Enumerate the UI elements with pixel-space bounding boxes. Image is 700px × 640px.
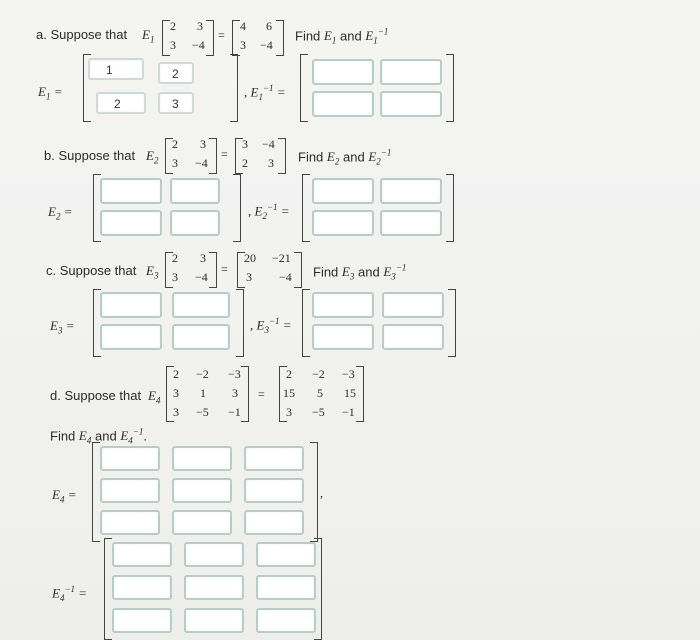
e1-entry-input[interactable]: 2 bbox=[158, 62, 194, 84]
matrix-entry: 2 bbox=[170, 19, 176, 33]
e2-inverse-entry-input[interactable] bbox=[312, 178, 374, 204]
matrix-entry: 15 bbox=[344, 386, 356, 400]
matrix-entry: 3 bbox=[173, 405, 179, 419]
matrix-entry: 3 bbox=[268, 156, 274, 170]
matrix-entry: 2 bbox=[172, 137, 178, 151]
matrix-entry: 3 bbox=[242, 137, 248, 151]
matrix-bracket bbox=[104, 538, 112, 640]
e1-label: $E_1$ = bbox=[38, 84, 63, 102]
e4-inverse-entry-input[interactable] bbox=[112, 575, 172, 600]
matrix-entry: 3 bbox=[240, 38, 246, 52]
matrix-entry: 3 bbox=[200, 251, 206, 265]
matrix-entry: 3 bbox=[197, 19, 203, 33]
e2-entry-input[interactable] bbox=[100, 178, 162, 204]
e4-inverse-entry-input[interactable] bbox=[184, 542, 244, 567]
e1-inverse-entry-input[interactable] bbox=[380, 59, 442, 85]
matrix-bracket bbox=[302, 289, 310, 357]
e3-inverse-entry-input[interactable] bbox=[382, 324, 444, 350]
e4-inverse-entry-input[interactable] bbox=[184, 575, 244, 600]
matrix-bracket bbox=[302, 174, 310, 242]
e4-entry-input[interactable] bbox=[172, 510, 232, 535]
e3-inverse-entry-input[interactable] bbox=[382, 292, 444, 318]
matrix-entry: 3 bbox=[200, 137, 206, 151]
part-a-intro: a. Suppose that bbox=[36, 27, 128, 42]
part-d-intro: d. Suppose that bbox=[50, 388, 142, 403]
matrix-entry: 4 bbox=[240, 19, 246, 33]
matrix-entry: 3 bbox=[173, 386, 179, 400]
matrix-entry: −4 bbox=[260, 38, 273, 52]
matrix-entry: −4 bbox=[195, 270, 208, 284]
e3-inverse-entry-input[interactable] bbox=[312, 324, 374, 350]
e1-entry-input[interactable]: 1 bbox=[88, 58, 144, 80]
part-d-find: Find $E_4$ and $E_4^{-1}$. bbox=[50, 427, 147, 446]
e1-entry-input[interactable]: 2 bbox=[96, 92, 146, 114]
e3-entry-input[interactable] bbox=[100, 292, 162, 318]
e2-inverse-entry-input[interactable] bbox=[380, 210, 442, 236]
matrix-entry: −4 bbox=[195, 156, 208, 170]
e4-inverse-entry-input[interactable] bbox=[256, 575, 316, 600]
matrix-bracket bbox=[209, 252, 217, 288]
matrix-bracket bbox=[92, 442, 100, 542]
e4-entry-input[interactable] bbox=[244, 478, 304, 503]
matrix-bracket bbox=[300, 54, 308, 122]
equals-sign: = bbox=[218, 28, 225, 42]
matrix-entry: 15 bbox=[283, 386, 295, 400]
matrix-entry: 3 bbox=[232, 386, 238, 400]
equals-sign: = bbox=[221, 147, 228, 161]
e4-entry-input[interactable] bbox=[100, 510, 160, 535]
matrix-bracket bbox=[278, 138, 286, 174]
matrix-bracket bbox=[162, 20, 170, 56]
part-c-intro: c. Suppose that bbox=[46, 263, 137, 278]
matrix-entry: −4 bbox=[262, 137, 275, 151]
matrix-entry: 3 bbox=[286, 405, 292, 419]
matrix-entry: −5 bbox=[312, 405, 325, 419]
e1-inverse-entry-input[interactable] bbox=[312, 91, 374, 117]
matrix-entry: −1 bbox=[228, 405, 241, 419]
e4-inverse-entry-input[interactable] bbox=[184, 608, 244, 633]
e2-label: $E_2$ = bbox=[48, 204, 73, 222]
e2-entry-input[interactable] bbox=[170, 210, 220, 236]
matrix-entry: 3 bbox=[170, 38, 176, 52]
e4-entry-input[interactable] bbox=[244, 446, 304, 471]
matrix-entry: 6 bbox=[266, 19, 272, 33]
matrix-entry: 20 bbox=[244, 251, 256, 265]
matrix-entry: 2 bbox=[173, 367, 179, 381]
e3-entry-input[interactable] bbox=[100, 324, 162, 350]
matrix-entry: 3 bbox=[246, 270, 252, 284]
matrix-entry: −1 bbox=[342, 405, 355, 419]
e2-inverse-label: , $E_2^{-1}$ = bbox=[248, 202, 290, 221]
part-c-find: Find $E_3$ and $E_3^{-1}$ bbox=[313, 263, 407, 282]
matrix-entry: −21 bbox=[272, 251, 291, 265]
e1-inverse-label: , $E_1^{-1}$ = bbox=[244, 83, 286, 102]
e4-label: $E_4$ = bbox=[52, 487, 77, 505]
matrix-entry: −3 bbox=[228, 367, 241, 381]
part-b-e2-symbol: $E_2$ bbox=[146, 148, 159, 166]
e3-inverse-label: , $E_3^{-1}$ = bbox=[250, 316, 292, 335]
equals-sign: = bbox=[258, 387, 265, 401]
matrix-entry: 5 bbox=[317, 386, 323, 400]
e4-inverse-entry-input[interactable] bbox=[256, 542, 316, 567]
e4-inverse-label: $E_4^{-1}$ = bbox=[52, 584, 88, 603]
matrix-entry: −2 bbox=[312, 367, 325, 381]
matrix-bracket bbox=[230, 54, 238, 122]
matrix-bracket bbox=[356, 366, 364, 422]
e3-entry-input[interactable] bbox=[172, 324, 230, 350]
matrix-bracket bbox=[314, 538, 322, 640]
matrix-bracket bbox=[209, 138, 217, 174]
e2-inverse-entry-input[interactable] bbox=[380, 178, 442, 204]
matrix-entry: −3 bbox=[342, 367, 355, 381]
matrix-bracket bbox=[294, 252, 302, 288]
matrix-entry: −4 bbox=[192, 38, 205, 52]
e4-inverse-entry-input[interactable] bbox=[256, 608, 316, 633]
matrix-entry: 2 bbox=[286, 367, 292, 381]
part-a-e1-symbol: $E_1$ bbox=[142, 27, 155, 45]
e4-entry-input[interactable] bbox=[100, 446, 160, 471]
matrix-bracket bbox=[448, 289, 456, 357]
part-d-e4-symbol: $E_4$ bbox=[148, 388, 161, 406]
matrix-bracket bbox=[236, 289, 244, 357]
e3-label: $E_3$ = bbox=[50, 318, 75, 336]
matrix-bracket bbox=[233, 174, 241, 242]
part-a-find: Find $E_1$ and $E_1^{-1}$ bbox=[295, 27, 389, 46]
matrix-entry: 1 bbox=[200, 386, 206, 400]
e2-inverse-entry-input[interactable] bbox=[312, 210, 374, 236]
part-c-e3-symbol: $E_3$ bbox=[146, 263, 159, 281]
matrix-entry: −5 bbox=[196, 405, 209, 419]
matrix-bracket bbox=[241, 366, 249, 422]
e4-entry-input[interactable] bbox=[244, 510, 304, 535]
e2-entry-input[interactable] bbox=[100, 210, 162, 236]
matrix-bracket bbox=[446, 54, 454, 122]
matrix-entry: 2 bbox=[242, 156, 248, 170]
matrix-bracket bbox=[310, 442, 318, 542]
e3-inverse-entry-input[interactable] bbox=[312, 292, 374, 318]
e1-inverse-entry-input[interactable] bbox=[312, 59, 374, 85]
equals-sign: = bbox=[221, 262, 228, 276]
e2-entry-input[interactable] bbox=[170, 178, 220, 204]
e4-entry-input[interactable] bbox=[100, 478, 160, 503]
matrix-bracket bbox=[276, 20, 284, 56]
comma: , bbox=[320, 486, 323, 500]
part-b-intro: b. Suppose that bbox=[44, 148, 136, 163]
matrix-entry: 2 bbox=[172, 251, 178, 265]
e1-inverse-entry-input[interactable] bbox=[380, 91, 442, 117]
e3-entry-input[interactable] bbox=[172, 292, 230, 318]
part-b-find: Find $E_2$ and $E_2^{-1}$ bbox=[298, 148, 392, 167]
e4-entry-input[interactable] bbox=[172, 478, 232, 503]
e4-inverse-entry-input[interactable] bbox=[112, 542, 172, 567]
matrix-bracket bbox=[232, 20, 240, 56]
matrix-entry: 3 bbox=[172, 156, 178, 170]
matrix-entry: −2 bbox=[196, 367, 209, 381]
matrix-bracket bbox=[446, 174, 454, 242]
matrix-entry: 3 bbox=[172, 270, 178, 284]
matrix-entry: −4 bbox=[279, 270, 292, 284]
e4-entry-input[interactable] bbox=[172, 446, 232, 471]
e1-entry-input[interactable]: 3 bbox=[158, 92, 194, 114]
e4-inverse-entry-input[interactable] bbox=[112, 608, 172, 633]
matrix-bracket bbox=[206, 20, 214, 56]
